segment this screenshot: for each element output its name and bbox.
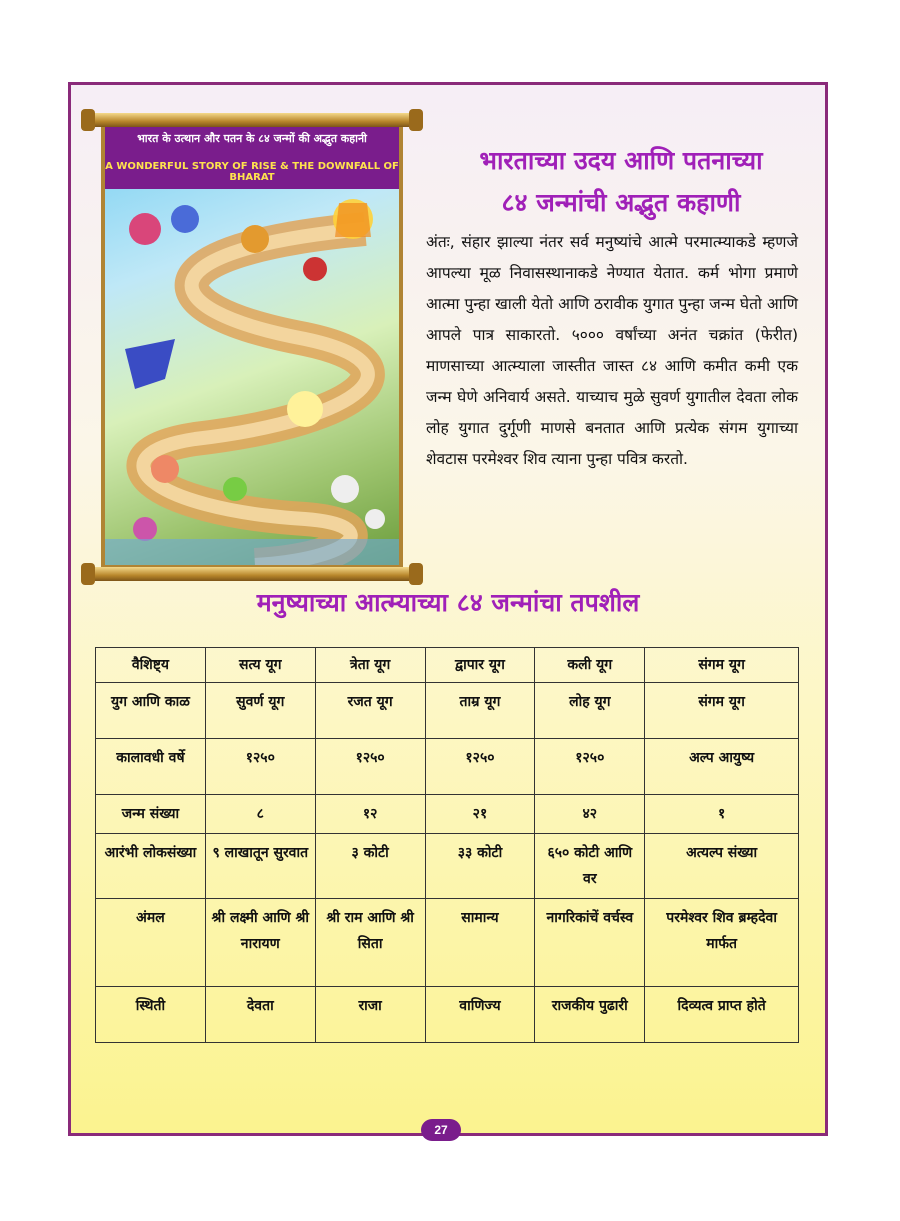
table-cell: ४२ — [535, 795, 645, 834]
table-row — [96, 899, 799, 987]
yuga-details-table — [95, 647, 799, 1043]
header-cell: कली यूग — [535, 648, 645, 683]
table-row — [96, 683, 799, 739]
header-cell: संगम यूग — [645, 648, 799, 683]
heading-line-1: भारताच्या उदय आणि पतनाच्या — [479, 146, 763, 175]
table-cell: परमेश्वर शिव ब्रम्हदेवा मार्फत — [645, 899, 799, 987]
page-frame — [68, 82, 828, 1136]
table-cell: १ — [645, 795, 799, 834]
table-cell: १२५० — [425, 739, 535, 795]
row-label-cell: स्थिती — [96, 987, 206, 1043]
table-cell: ताम्र यूग — [425, 683, 535, 739]
row-label-cell: आरंभी लोकसंख्या — [96, 834, 206, 899]
header-cell: सत्य यूग — [205, 648, 315, 683]
table-cell: अत्यल्प संख्या — [645, 834, 799, 899]
table-cell: अल्प आयुष्य — [645, 739, 799, 795]
poster-title-english: A WONDERFUL STORY OF RISE & THE DOWNFALL OF BHARAT — [105, 161, 399, 183]
table-cell: २१ — [425, 795, 535, 834]
header-cell: वैशिष्ट्य — [96, 648, 206, 683]
table-cell: श्री राम आणि श्री सिता — [315, 899, 425, 987]
table-cell: रजत यूग — [315, 683, 425, 739]
table-cell: ३३ कोटी — [425, 834, 535, 899]
table-cell: राजकीय पुढारी — [535, 987, 645, 1043]
scroll-rod-bottom — [87, 567, 417, 581]
table-cell: नागरिकांचें वर्चस्व — [535, 899, 645, 987]
header-cell: द्वापार यूग — [425, 648, 535, 683]
poster-illustration — [105, 189, 399, 565]
intro-paragraph: अंतः, संहार झाल्या नंतर सर्व मनुष्यांचे आत्मे परमात्म्याकडे म्हणजे आपल्या मूळ निवासस्थानाकडे नेण्यात येतात. कर्म भोगा प्रमाणे आत्मा पुन्हा खाली येतो आणि ठरावीक युगात पुन्हा जन्म घेतो आणि आपले पात्र साकारतो. ५००० वर्षांच्या अनंत चक्रांत (फेरीत) माणसाच्या आत्म्याला जास्तीत जास्त ८४ आणि कमीत कमी एक जन्म घेणे अनिवार्य असते. याच्याच मुळे सुवर्ण युगातील देवता लोक लोह युगात दुर्गूणी माणसे बनतात आणि प्रत्येक संगम युगाच्या शेवटास परमेश्वर शिव त्याना पुन्हा पवित्र करतो. — [426, 233, 798, 468]
row-label-cell: कालावधी वर्षे — [96, 739, 206, 795]
table-cell: १२५० — [315, 739, 425, 795]
scroll-knob-left — [81, 563, 95, 585]
scroll-knob-left — [81, 109, 95, 131]
table-row — [96, 987, 799, 1043]
table-header-row — [96, 648, 799, 683]
table-cell: ८ — [205, 795, 315, 834]
row-label-cell: जन्म संख्या — [96, 795, 206, 834]
poster-title-hindi: भारत के उत्थान और पतन के ८४ जन्मों की अद्भुत कहानी — [137, 132, 367, 145]
table-cell: १२५० — [535, 739, 645, 795]
table-cell: १२५० — [205, 739, 315, 795]
heading-line-2: ८४ जन्मांची अद्भुत कहाणी — [501, 188, 741, 217]
poster-scroll-image — [87, 113, 417, 581]
table-cell: दिव्यत्व प्राप्त होते — [645, 987, 799, 1043]
table-cell: वाणिज्य — [425, 987, 535, 1043]
table-cell: लोह यूग — [535, 683, 645, 739]
table-row — [96, 739, 799, 795]
poster — [101, 123, 403, 569]
row-label-cell: युग आणि काळ — [96, 683, 206, 739]
table-cell: संगम यूग — [645, 683, 799, 739]
table-cell: १२ — [315, 795, 425, 834]
table-row — [96, 834, 799, 899]
table-row — [96, 795, 799, 834]
table-cell: श्री लक्ष्मी आणि श्री नारायण — [205, 899, 315, 987]
table-cell: राजा — [315, 987, 425, 1043]
table-cell: ९ लाखातून सुरवात — [205, 834, 315, 899]
table-cell: सामान्य — [425, 899, 535, 987]
table-cell: सुवर्ण यूग — [205, 683, 315, 739]
page-number: 27 — [421, 1119, 461, 1141]
scroll-knob-right — [409, 109, 423, 131]
table-cell: देवता — [205, 987, 315, 1043]
header-cell: त्रेता यूग — [315, 648, 425, 683]
table-cell: ३ कोटी — [315, 834, 425, 899]
scroll-rod-top — [87, 113, 417, 127]
row-label-cell: अंमल — [96, 899, 206, 987]
table-cell: ६५० कोटी आणि वर — [535, 834, 645, 899]
table-title: मनुष्याच्या आत्म्याच्या ८४ जन्मांचा तपशील — [256, 588, 640, 617]
scroll-knob-right — [409, 563, 423, 585]
